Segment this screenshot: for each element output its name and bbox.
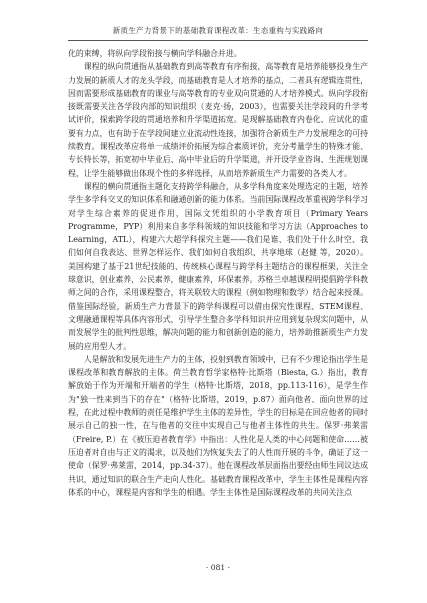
body-text: [68, 47, 368, 499]
paragraph: 课程的横向贯通指主题化支持跨学科融合，从多学科角度来处理选定的主题，培养学生多学科交叉的知识体系和融通创新的能力体系。当前国际课程改革重视跨学科学习对学生综合素养的促进作用，国际文凭组织的小学教育项目（Primary Years Programme，PYP）利用来自多学科领域的知识技能和学习方法（Approaches to Learning，ATL），构建六大超学科探究主题——我们是谁、我们处于什么时空、我们如何自我表达、世界怎样运作、我们如何自我组织、共享地球（赵健 等，2020）。美国构建了基于21世纪技能的、传统核心课程与跨学科主题结合的课程框架，关注全球意识，创业素养，公民素养，健康素养，环保素养。苏格兰卓越课程明提倡跨学科教师之间的合作，采用课程整合，将关联较大的课程（例如物理和数学）结合起来授课。借鉴国际经验，新质生产力背景下的跨学科课程可以借由探究性课程、STEM课程、文理融通课程等具体内容形式，引导学生整合多学科知识并应用到复杂现实问题中，从而发展学生的批判性思维，解决问题的能力和创新创造的能力，培养助推新质生产力发展的应用型人才。: [68, 181, 368, 351]
header-rule: [68, 40, 368, 41]
paragraph: 人是解放和发展先进生产力的主体，投射到教育领域中，已有不少理论指出学生是课程改革和教育解放的主体。荷兰教育哲学家格特·比斯塔（Biesta, G.）指出，教育解放始于作为开端和开端者的学生（格特·比斯塔，2018，pp.113-116），是学生作为"独一性来到当下的存在"（格特·比斯塔，2019，p.87）面向他者、面向世界的过程，在此过程中教师的责任是维护学生主体的差异性，学生的目标是在回应他者的同时展示自己的独一性，在与他者的交往中实现自己与他者主体性的共生。保罗·弗莱雷（Freire, P.）在《被压迫者教育学》中指出：人性化是人类的中心问题和使命……被压迫者对自由与正义的渴求，以及他们为恢复失去了的人性而开展的斗争，确证了这一使命（保罗·弗莱雷，2014，pp.34-37）。他在课程改革层面指出要经由师生同议达成共识，通过知识的联合生产走向人性化。基础教育课程改革中，学生主体性是课程内容体系的中心，课程是内容和学生的相遇。学生主体性是国际课程改革的共同关注点: [68, 354, 368, 497]
page-number: · 081 ·: [205, 563, 231, 572]
running-header: 新质生产力背景下的基础教育课程改革：生态重构与实践路向: [112, 26, 324, 35]
paragraph: 化的束缚，将纵向学段衔接与横向学科融合并进。: [68, 49, 242, 58]
paragraph: 课程的纵向贯通指从基础教育到高等教育有序衔接，高等教育是培养能够投身生产力发展的新质人才的龙头学段，而基础教育是人才培养的基点，二者具有逻辑连贯性，因而需要形成基础教育的课业与高等教育的专业双向贯通的人才培养模式。纵向学段衔接既需要关注各学段内部的知识组织（麦克·扬，2003），也需要关注学段间的升学考试评价，探索跨学段的贯通培养和升学渠道拓宽。是现解基础教育内卷化、应试化的重要有力点，也有助于在学段间建立业流动性连接，加强符合新质生产力发展理念的可持续教育。课程改革应将单一成绩评价拓展为综合素质评价，充分考量学生的特殊才能、专长特长等，拓宽初中毕业后、高中毕业后的升学渠道，并开设学业咨询、生涯规划课程，让学生能够做出体现个性的多样选择，从而培养新质生产力需要的各类人才。: [68, 62, 368, 178]
